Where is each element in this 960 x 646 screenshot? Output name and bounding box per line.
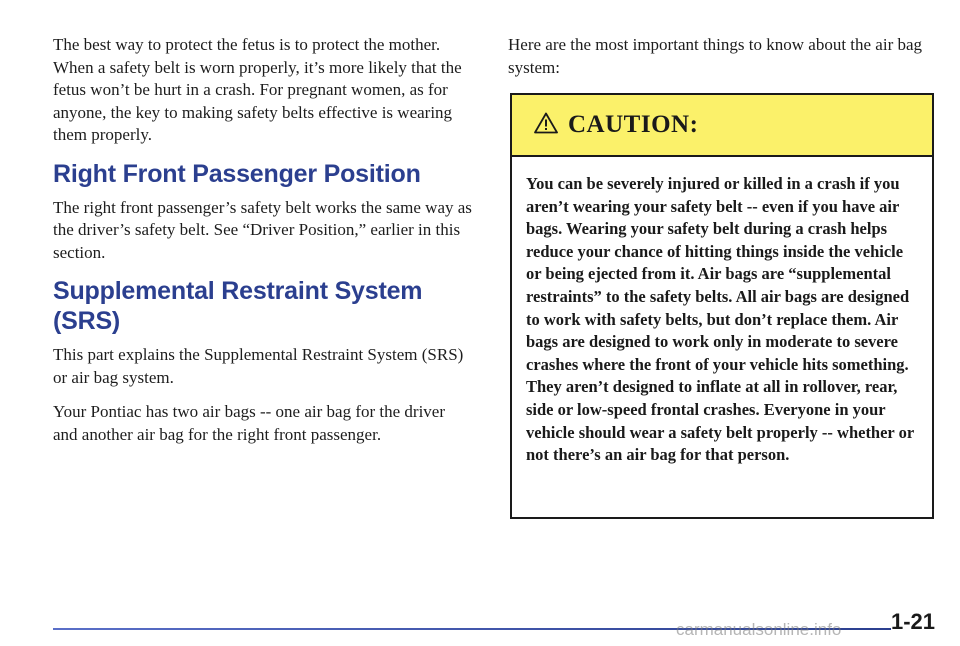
caution-text: You can be severely injured or killed in a crash if you aren’t wearing your safety belt -- even if you have air bags. Wearing your safety belt during a crash helps reduce your chance of hitting things inside the vehicle or being ejected from it. Air bags are “supplemental restraints” to the safety belts. All air bags are designed to work with safety belts, but don’t replace them. Air bags are designed to work only in moderate to severe crashes where the front of your vehicle hits something. They aren’t designed to inflate at all in rollover, rear, side or low-speed frontal crashes. Everyone in your vehicle should wear a safety belt properly -- whether or not there’s an air bag for that person. <box>526 174 914 465</box>
caution-box <box>510 93 934 519</box>
airbag-intro-paragraph: Here are the most important things to know about the air bag system: <box>508 35 923 77</box>
srs-paragraph-1: This part explains the Supplemental Restraint System (SRS) or air bag system. <box>53 345 464 387</box>
watermark: carmanualsonline.info <box>676 620 842 639</box>
page-number: 1-21 <box>891 609 936 634</box>
caution-title: CAUTION: <box>568 111 699 138</box>
right-column <box>508 34 938 91</box>
srs-paragraph-2: Your Pontiac has two air bags -- one air bag for the driver and another air bag for the right front passenger. <box>53 402 446 444</box>
heading-srs: Supplemental Restraint System (SRS) <box>53 277 423 335</box>
right-front-paragraph: The right front passenger’s safety belt works the same way as the driver’s safety belt. See “Driver Position,” earlier in this section. <box>53 197 472 262</box>
left-column <box>53 34 473 458</box>
warning-triangle-icon <box>534 112 558 139</box>
caution-header <box>512 95 932 157</box>
intro-paragraph: The best way to protect the fetus is to protect the mother. When a safety belt is worn properly, it’s more likely that the fetus won’t be hurt in a crash. For pregnant women, as for anyone, the key to making safety belts effective is wearing them properly. <box>53 35 462 144</box>
heading-right-front-passenger: Right Front Passenger Position <box>53 159 421 188</box>
